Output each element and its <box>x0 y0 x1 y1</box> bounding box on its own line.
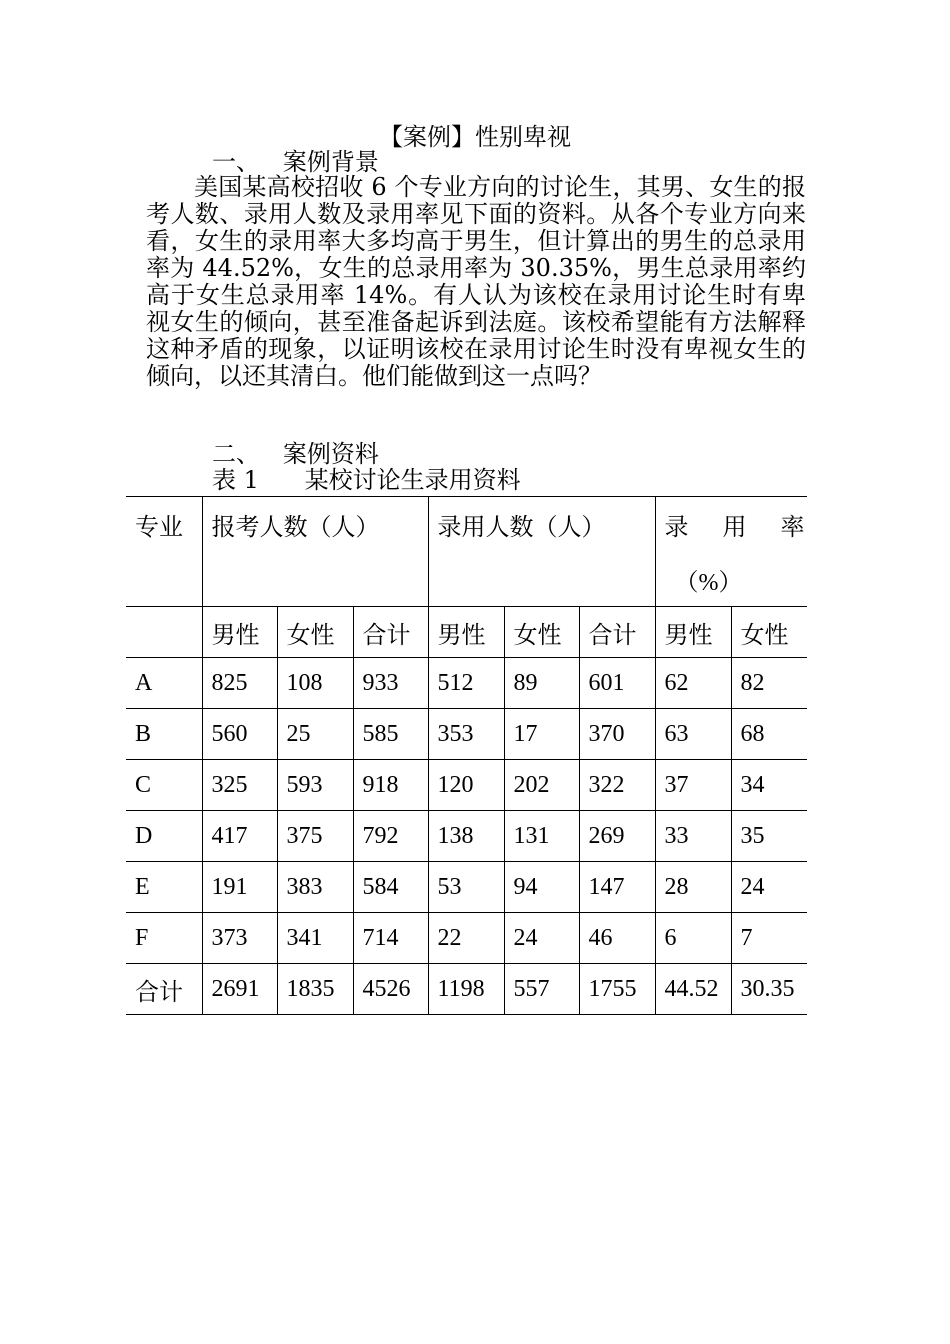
table-row <box>126 913 807 964</box>
table-row <box>126 862 807 913</box>
cell-value: 89 <box>504 658 579 709</box>
cell-value: 325 <box>202 760 277 811</box>
subheader-cell: 男性 <box>655 607 731 658</box>
cell-major: 合计 <box>126 964 202 1015</box>
cell-value: 46 <box>579 913 655 964</box>
header-major: 专业 <box>126 497 202 607</box>
cell-value: 147 <box>579 862 655 913</box>
cell-major: D <box>126 811 202 862</box>
cell-value: 585 <box>353 709 428 760</box>
header-rate-unit: （%） <box>674 570 743 596</box>
table-row <box>126 760 807 811</box>
cell-value: 557 <box>504 964 579 1015</box>
cell-value: 512 <box>428 658 504 709</box>
cell-value: 131 <box>504 811 579 862</box>
cell-value: 30.35 <box>731 964 807 1015</box>
subheader-cell: 女性 <box>277 607 353 658</box>
header-applicants: 报考人数（人） <box>202 497 428 607</box>
header-rate-char: 录 <box>664 515 689 541</box>
cell-value: 373 <box>202 913 277 964</box>
cell-value: 35 <box>731 811 807 862</box>
admissions-table <box>126 496 807 1015</box>
cell-value: 7 <box>731 913 807 964</box>
cell-value: 191 <box>202 862 277 913</box>
cell-major: F <box>126 913 202 964</box>
cell-value: 1835 <box>277 964 353 1015</box>
cell-value: 370 <box>579 709 655 760</box>
cell-value: 918 <box>353 760 428 811</box>
subheader-empty <box>126 607 202 658</box>
cell-value: 383 <box>277 862 353 913</box>
cell-value: 33 <box>655 811 731 862</box>
cell-value: 417 <box>202 811 277 862</box>
cell-value: 94 <box>504 862 579 913</box>
cell-value: 375 <box>277 811 353 862</box>
cell-value: 560 <box>202 709 277 760</box>
header-rate-char: 用 <box>722 515 747 541</box>
background-paragraph: 美国某高校招收 6 个专业方向的讨论生，其男、女生的报考人数、录用人数及录用率见下面的资料。从各个专业方向来看，女生的录用率大多均高于男生，但计算出的男生的总录用率为 44.52%，女生的总录用率为 30.35%，男生总录用率约高于女生总录用率 14%。有人认为该校在录用讨论生时有卑视女生的倾向，甚至准备起诉到法庭。该校希望能有方法解释这种矛盾的现象，以证明该校在录用讨论生时没有卑视女生的倾向，以还其清白。他们能做到这一点吗？ <box>146 173 806 390</box>
table-row <box>126 709 807 760</box>
cell-value: 53 <box>428 862 504 913</box>
cell-value: 2691 <box>202 964 277 1015</box>
cell-value: 108 <box>277 658 353 709</box>
cell-value: 62 <box>655 658 731 709</box>
subheader-cell: 合计 <box>579 607 655 658</box>
cell-value: 34 <box>731 760 807 811</box>
table-row <box>126 964 807 1015</box>
cell-value: 68 <box>731 709 807 760</box>
cell-value: 6 <box>655 913 731 964</box>
document-title: 【案例】性别卑视 <box>379 123 571 151</box>
table-header-row <box>126 497 807 607</box>
cell-major: B <box>126 709 202 760</box>
cell-value: 4526 <box>353 964 428 1015</box>
cell-value: 202 <box>504 760 579 811</box>
cell-value: 37 <box>655 760 731 811</box>
subheader-cell: 男性 <box>428 607 504 658</box>
section-heading-background: 一、 案例背景 <box>212 148 379 176</box>
cell-value: 138 <box>428 811 504 862</box>
cell-value: 792 <box>353 811 428 862</box>
cell-value: 25 <box>277 709 353 760</box>
cell-value: 22 <box>428 913 504 964</box>
cell-value: 341 <box>277 913 353 964</box>
cell-value: 120 <box>428 760 504 811</box>
table-row <box>126 811 807 862</box>
table-body <box>126 658 807 1015</box>
cell-value: 63 <box>655 709 731 760</box>
section-heading-materials: 二、 案例资料 <box>212 440 379 468</box>
cell-value: 24 <box>504 913 579 964</box>
table-subheader-row <box>126 607 807 658</box>
cell-major: C <box>126 760 202 811</box>
cell-value: 28 <box>655 862 731 913</box>
cell-major: A <box>126 658 202 709</box>
cell-value: 1198 <box>428 964 504 1015</box>
subheader-cell: 女性 <box>504 607 579 658</box>
cell-value: 44.52 <box>655 964 731 1015</box>
cell-value: 714 <box>353 913 428 964</box>
header-admitted: 录用人数（人） <box>428 497 655 607</box>
cell-value: 1755 <box>579 964 655 1015</box>
cell-value: 353 <box>428 709 504 760</box>
cell-value: 584 <box>353 862 428 913</box>
subheader-cell: 女性 <box>731 607 807 658</box>
cell-major: E <box>126 862 202 913</box>
cell-value: 269 <box>579 811 655 862</box>
subheader-cell: 合计 <box>353 607 428 658</box>
subheader-cell: 男性 <box>202 607 277 658</box>
table-caption: 表 1 某校讨论生录用资料 <box>212 466 521 494</box>
header-rate-char: 率 <box>780 515 805 541</box>
table-row <box>126 658 807 709</box>
cell-value: 825 <box>202 658 277 709</box>
cell-value: 322 <box>579 760 655 811</box>
cell-value: 593 <box>277 760 353 811</box>
header-rate <box>655 497 807 607</box>
cell-value: 24 <box>731 862 807 913</box>
cell-value: 933 <box>353 658 428 709</box>
cell-value: 82 <box>731 658 807 709</box>
cell-value: 601 <box>579 658 655 709</box>
cell-value: 17 <box>504 709 579 760</box>
